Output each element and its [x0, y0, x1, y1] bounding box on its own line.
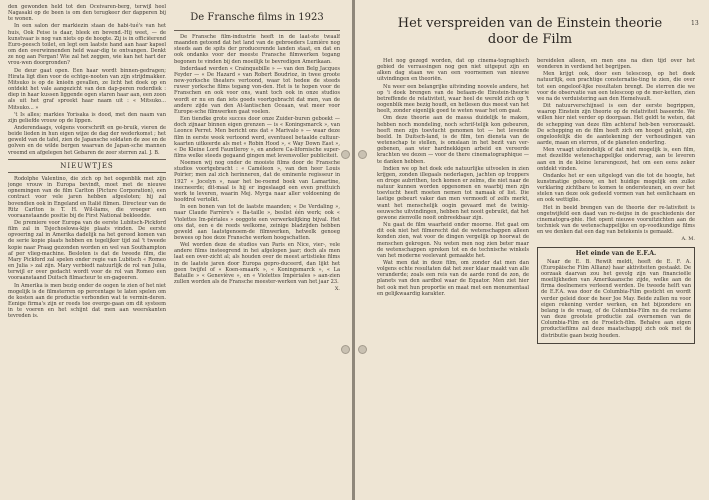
article-paragraph: Het in beeld brengen van de theorie der re-lativiteit is ongetwijfeld een daad van re-deijne in de geschiedenis der cinematogra-phie. Het opent nieuwe vooruitzichten aan de techniek van de wetenschappelijke en op-voedkundige films en we denken dat een dag van betekenis is gemaakt.: [537, 204, 695, 236]
article-signature: X.: [334, 286, 340, 293]
article-paragraph: De Fransche film-industrie heeft in de laat-ste twaalf maanden getoond dat het land van de gebroeders Lumière nog steeds aan de spits der producerende landen staat, en dat en ook ondanks voor der meeste Fransche filmwerken tegang begonen te vinden bij den moeilijk te bevredigen Amerikaan.: [174, 34, 340, 65]
article-paragraph: Wat men dat in deze film, om zonder dat men dan volgens echte resultaten dat het zeer klaar maakt van alle veranderde; zoals een reis van de aarde rond de zon, de planets van den aardbol waar de Equator. Men ziet hier het ook met hun proportie en maat met een monumentaal en gelijkwaardig karakter.: [377, 260, 529, 297]
article-paragraph: Nu weer een belangrijke uitvinding noovele andere, het op 'i doek brengen van de befaam-de Einstein-theorie betreffende de relativiteit, waar heel de wereld zich op 't oogenblik mee bezig houdt, en hetlesen dus meest van het heelt, zonder eigenlijk goed te weten waar het om gaat.: [377, 83, 529, 115]
article-signature: A. M.: [681, 236, 695, 243]
article-paragraph: Dit natuurverschijnsel is een der eerste begrippen, waarop Einstein zijn theorie op de relativiteit baseerde. We willen hier niet verder op doorgaan. Het geldt te weten, dat de schepping van deze film achteraf heb-ben veroorzaakt. De schepping en de film heeft zich om hoogst gelukt, zijn ongeloofelijk die de aantekening der verhoudingen van aarde, maan en sterren, of de planeten onderling.: [537, 103, 695, 147]
binding-hole: [358, 150, 367, 159]
article-paragraph: bereidelen alleen, en men ons na dien tijd over het wonderen in verdiend het begrijpen.: [537, 58, 695, 71]
article-paragraph: Nu gaat de film waarheid onder moorne. Het gaat om dit ook niet het filmerecht dat de wetenschappen alleen konden zien, wat voor de dingen vergelijk op hoorwat de menschen gekregen. Nu weten men nog zien beter maar de wetenschappen spreken tot en de technische winkels van het moderne veelevant gemaakte het.: [377, 222, 529, 259]
article-paragraph: Inderdaad werden « Crainquebille » — van den Belg Jacques Feyder — « De Hazard » van Robert Boudrioz, in twee groote new-yorksche theaters vertoond, waar tot hedeн de steeds ruwer yorksche films tegang von-den. Het is te hopen voor de Franschen en ook voor ons, want toch ook in onze studios wordt er nu en dan iets goeds voortgebracht dat men, van de andere zijde van den At-lantischen Oceaan, wat meer voor Europe-sche filmwerken gaat voelen.: [174, 65, 340, 115]
right-column-2: [537, 58, 695, 496]
news-item: In Amerika is men bezig onder de oogen te zien of het niet mogelijk is de filmsterren op percentage te laten spelen om de kosten aan de productie verbonden wat te vermin-deren. Eenige firma's zijn er reeds toe overge-gaan om dit systeem in te voeren en het schijnt dat men aan weerskanten tevreden is.: [8, 282, 166, 320]
efa-notice-box: [537, 247, 695, 344]
article-paragraph: Wel worden deze de studios van Paris en Nice, vier-, vele andere films insteegrend in hei afgelopen jaar; doch als men laat een over-zicht al; als houden over de meest artistieke films in de laatste jaren door Europa gepro-duceerd, dan lijkt het geen twijfel of « Koen-smaark », « Koningsmarck », « La Bataille » « Geneviève », en « Violettes Impériales » aan-zien zullen worden als de Fransche meester-werken van het jaar 23.: [174, 242, 340, 286]
page-number: 13: [691, 20, 699, 27]
binding-hole: [341, 345, 350, 354]
title-underline: [174, 30, 340, 31]
story-paragraph: In een salon der markiezin staan de habi-tué's van het huis, Ook Feise is daar, bleek en bevend.-Hij weet, — de kunstvaar is nog van niets op de hoogte. Zij is in officiëerend Euro-peesch toilet, en legt een laatste hand aan haar kapsel om den overwinnenden held waar-dig te ontvangen. Denkt ze nog aan Fergan! Wie zal het zeggen, wie kan het hart der vrou-wen doorgronden?: [8, 23, 166, 67]
story-paragraph: Anderendaags, volgens voorschrift en ge-bruik, vieren de beide lieden in hun eigen wijze de dag der wederkomst ; het geweld van de tafel, zien de Japansche soldaten de zee en de golven en de wilde bergen waarvan de Japan-sche mannen vreemd en afgelegen het Gebaren de zeer sterren zal. J. B.: [8, 124, 166, 156]
headline-line-2: door de Film: [487, 32, 573, 47]
binding-hole: [341, 150, 350, 159]
news-item: Rodolphe Valentino, die zich op het oogenblik met zijn jonge vrouw in Europa bevindt, moet met de nieuwe opnemingen van de film Carlton (Picture Corporation), een contract voor vele jaren hebben afgesloten; hij zal bovendien ook in Engeland en Italië filmen. Directeur van de Ritz Carlton is T. H. Wil-liams, die vroeger een vooraanstaande positie bij de First National bekleedde.: [8, 175, 166, 219]
article-paragraph: Ondanks het er een uitgelegd van die tot de hoogte, het kunstmatige gebouw, en het huidige mogelijk om zulke verklaring zichtbare te komen te ondersteunen, en over het stelen van deze ook gedeeld vormen van het eenlichaam en en ook wettiglie.: [537, 172, 695, 204]
article-paragraph: Noemen wij nog onder de mooiste films door de Fransche studios voortgebracht : « Caméleon », van den heer Louis Poirier; men zal zich herinneren, dat de eminente regisseur in 1927 « Jocelyn », naar het be-roemd boek van Lamartine, inecneerde; dit-maal is hij er ingeslaagd een even prettuich werk te leveren, waarin Mej. Myrga naar aller voldoening de hoofdrol vertolkt.: [174, 160, 340, 204]
left-column-1: [8, 4, 166, 496]
einstein-headline: [375, 16, 685, 48]
section-divider: [8, 172, 166, 173]
article-paragraph: Men krijgt ook, door een telescoop, op het doek natuurlijk, een prachtige consternatie-ting te zien, die over tot een ongeloof-lijke resultaten brengt. De sterren die we voor de observatie van een telescoop op de mer-ketten, zien we na de verduistering aan den Hemelvault.: [537, 71, 695, 102]
headline-line-1: Het verspreiden van de Einstein theorie: [397, 16, 663, 31]
article-paragraph: In een bonen van tot de laatste maanden; « De Verdaling », naar Claude Farrère's « Ba-taille », beslist één werk; ook « Violettes Im-périales » ooggote een verwerkelijking bijval. Het ons dat, een e de reeds welkome, zeinige bladzijden hebben geweld aan laatstgenoem-de filmwerken, hetwelk genoeg bewees op hoe deze Fransche werken hoogschatten.: [174, 204, 340, 241]
article-paragraph: Om deze theorie aan de massa duidelijk te maken, hebben noch mondeling, noch schrif-telijk kon gebeuren, heeft men zijn toevlucht genomen tot — het levende beeld. In Duitsch-land, is de film, ten diensta van de wetenschap te stellen, is omslaan in het bezit van ver-gebenen, aan wier hardnekkigen arbeid en vereerde krachten we dezen — voor de there cinematographique — te danken hebben.: [377, 115, 529, 165]
news-item: De premiere voor Europa van de eerste Lubitsch-Pickford film zal in Tsjechoslowa-kije plaats vinden. De eerste opvoering zal in Amerika dadelijk na het gereed komen van de serie kopie plaats hebben en tegelijker tijd zal 't tweede kopie naar Praag gezonden worden en wel van Southampton af per vlieg-machine. Besloten is dat de tweede film, die Mary Pickford zal spelen onder regie van Lubitsch « Romeo en Julia » zal zijn. Mary verbiedt natuurlijk de rol van Julia, terwijl er over gedacht wordt voor de rol van Romeo een vooraanstaand Duitsch filmacteur te en-gageeren.: [8, 220, 166, 282]
section-divider: [8, 159, 166, 160]
french-films-title: De Fransche films in 1923: [190, 12, 324, 23]
article-paragraph: Indien we op het doek ede natuurlijke uitvoelen in zien krijgen, zonden illegaals nederlagen, jachten op troppers en droge aubrithen, toch komen er zelms, die niet naar de natuur kunnen worden opgenomen en waarbij men zijn toevlucht heeft moeten nemen tot namaak of list. Die lastige gebeurt vaker dan men vermoedt of zelfs merkt, want het menschelijk oogin gevaard met de twinig-eeuwsche uitvindingen, hebben het nooit gebruikt, dat het gewone zienvolle nooit onbreekbaar zijn.: [377, 165, 529, 221]
story-paragraph: De deur gaat open. Een haar wordt binnen-gedragen; Hirata ligt dien voor de echtge-nooten van zijn strijdmakker. Mitsuko is op de knieën gevallen, ze licht het doek op en ontdekt het vale aangezicht van den dap-peren rederdiek : diep in haar kussen liggende ogen staren haar aan, een zoon als uit het graf spreekt haar naam uit : « Mitsuko... Mitsuko... »: [8, 67, 166, 111]
efa-notice-text: Naar de E. B. Rewilt meldt, heeft de E. F. A. (Europäische Film Allianz) haar aktiviteiten gestaakt. De oorzaak daarvan zou het gevolg zijn van financieële moeilijkheden van Amerikaansche zijde, welke aan de firma deelnemers verleend werden. De tweede helft van de E.F.A. was door de Columbia-Film gesticht en wordt verder geleid door de heer Joe May. Beide zullen nu voor eigen rekening verder werken, en het bijzondere en belang is de vraag, of de Columbia-Film nu de reclame van deze grootste productie zal overnemen van de Columbia-Film en de Froelich-film. Behalve aan eigen productiefilms zal deze maatschappij zich ook met de distributie gaan bezig houden.: [541, 258, 691, 339]
article-paragraph: Het nog gezegd worden, dat op cinema-tographisch gebied de verrassingen nog gen niet uitgeput zijn en alken dag staan we van een voornemen van nieuwe uitvindingen en theoriën.: [377, 58, 529, 83]
article-paragraph: Men vraagt uiteindelijk of dat niet mogelijk is, een film, met dezelfde wetenschappelijke ondervrag, aan te leveren aan en in de kleine lerarengezet, het om een eens zeker ontdekt vinden.: [537, 147, 695, 172]
article-paragraph: Een tiendke grote succes door onze Zuider-buren geboekt — doch zijnaar binnen eigen grenzen — is « Koningsmarck », van Leonce Perret. Men bericht ons dat « Marivalo » — waar deze film in eerste week vertoond werd, eventueel betaalde cultuur-kaarten uitkeerde als met « Robin Hood », « Way Down East », « De Kleine Lord Fauntleroy », en andere Ca-lifornische super-films welke steeds gegaand gingen met levensvoller publiciteit.: [174, 116, 340, 159]
story-paragraph: den gewonden held tot den Oceivaren-berg, terwijl heel Nagasaki op de been is om den terugkeer der dapperen bij te wonen.: [8, 4, 166, 23]
binding-hole: [358, 345, 367, 354]
story-paragraph: 't Is alles; markies Yorisaka is dood, met den naam van zijn geliefde vrouw op de lippen.: [8, 111, 166, 124]
right-column-1: [377, 58, 529, 496]
left-column-2: [174, 4, 340, 496]
left-page: [0, 0, 352, 500]
efa-notice-title: Het einde van de E.F.A.: [575, 249, 657, 257]
right-page: [355, 0, 709, 500]
nieuwtjes-heading: NIEUWTJES: [60, 161, 114, 170]
